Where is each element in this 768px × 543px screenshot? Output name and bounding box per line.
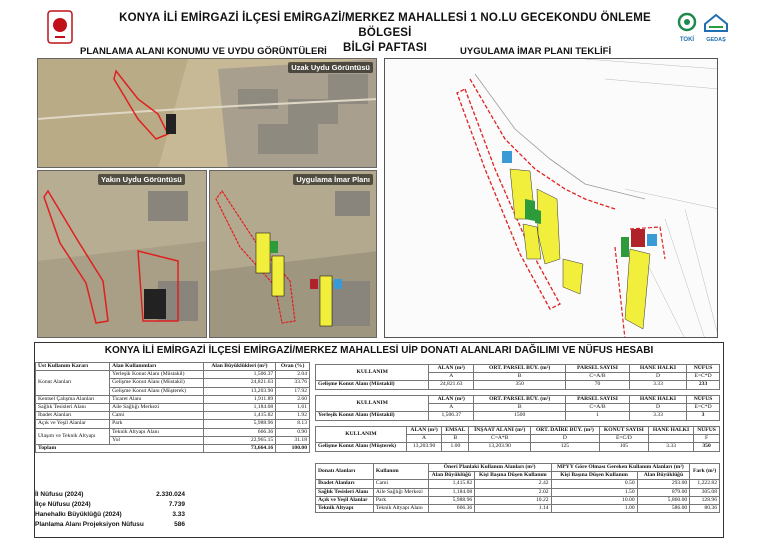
stat-row: İlçe Nüfusu (2024) 7.739 <box>35 501 185 508</box>
table-row: Teknik Altyapı Teknik Altyapı Alanı 666.36 1.14 1.00 586.00 80.36 <box>316 505 720 513</box>
table-row: Sağlık Tesisleri Alanı Aile Sağlığı Merkezi 1,184.08 2.02 1.50 879.00 305.08 <box>316 488 720 496</box>
gedas-label: GEDAŞ <box>706 37 726 43</box>
far-satellite-map <box>37 58 377 168</box>
bottom-title: KONYA İLİ EMİRGAZİ İLÇESİ EMİRGAZİ/MERKEZ MAHALLESİ UİP DONATI ALANLARI DAĞILIMI VE NÜFUS HESABI <box>104 345 654 356</box>
table-row: Açık ve Yeşil Alanlar Park 5,988.96 10.22 10.00 5,860.00 128.96 <box>316 496 720 504</box>
ministry-seal-icon <box>47 10 73 44</box>
page-title: KONYA İLİ EMİRGAZİ İLÇESİ EMİRGAZİ/MERKEZ MAHALLESİ 1 NO.LU GECEKONDU ÖNLEME BÖLGESİ BİLGİ PAFTASI <box>119 12 651 54</box>
stat-row: İl Nüfusu (2024) 2.330.024 <box>35 491 185 498</box>
table-row: İbadet Alanları Cami 1,415.82 2.42 0.50 293.00 1,222.82 <box>316 480 720 488</box>
table-musterek: KULLANIM ALAN (m²) EMSAL İNŞAAT ALANI (m²) ORT. DAİRE BÜY. (m²) KONUT SAYISI HANE HALKI NÜFUS A B C=A*B D E=C/D F Gelişme Konut Alanı (Müşterek) 13,203.90 1.00 13,203.90 125 105 3.33 350 <box>315 426 720 452</box>
population-stats <box>35 490 185 530</box>
left-section-title: PLANLAMA ALANI KONUMU VE UYDU GÖRÜNTÜLERİ <box>80 46 327 57</box>
near-satellite-map <box>37 170 207 338</box>
plan-map-label: Uygulama İmar Planı <box>293 174 373 185</box>
zoning-plan-drawing <box>384 58 718 338</box>
toki-label: TOKİ <box>679 37 695 43</box>
table-mustakil-yerlesik: KULLANIM ALAN (m²) ORT. PARSEL BÜY. (m²) PARSEL SAYISI HANE HALKI NÜFUS A B C=A/B D E=C*D Yerleşik Konut Alanı (Müstakil) 1,506.37 1500 1 3.33 3 <box>315 395 720 421</box>
gedas-logo <box>702 12 730 42</box>
stat-row: Planlama Alanı Projeksiyon Nüfusu 586 <box>35 521 185 528</box>
toki-logo <box>676 12 698 42</box>
right-section-title: UYGULAMA İMAR PLANI TEKLİFİ <box>460 46 612 57</box>
plan-overlay-map <box>209 170 377 338</box>
table-mustakil-gelisme: KULLANIM ALAN (m²) ORT. PARSEL BÜY. (m²) PARSEL SAYISI HANE HALKI NÜFUS A B C=A/B D E=C*D Gelişme Konut Alanı (Müstakil) 24,821.63 350 70 3.33 233 <box>315 364 720 390</box>
landuse-table: Üst Kullanım Kararı Alan Kullanımları Alan Büyüklükleri (m²) Oran (%) Konut Alanları Yerleşik Konut Alanı (Müstakil) 1,506.37 2.04 Gelişme Konut Alanı (Müstakil) 24,821.63 33.76 Gelişme Konut Alanı (Müşterek) 13,203.90 17.92 Kentsel Çalışma Alanları Ticaret Alanı 1,911.89 2.60 Sağlık Tesisleri Alanı Aile Sağlığı Merkezi 1,184.08 1.61 İbadet Alanları Cami 1,415.82 1.92 Açık ve Yeşil Alanlar Park 5,988.96 8.13 Ulaşım ve Teknik Altyapı Teknik Altyapı Alanı 666.36 0.90 Yol 22,965.15 31.18 Toplam 73,664.16 100.00 <box>35 362 310 453</box>
table-donati: Donatı Alanları Kullanım Öneri Planlaki Kullanım Alanları (m²) MPYY Göre Olması Gereken Kullanım Alanları (m²) Fark (m²) Alan Büyüklüğü Kişi Başına Düşen Kullanım Kişi Başına Düşen Kullanım Alan Büyüklüğü İbadet Alanları Cami 1,415.82 2.42 0.50 293.00 1,222.82 Sağlık Tesisleri Alanı Aile Sağlığı Merkezi 1,184.08 2.02 1.50 879.00 305.08 Açık ve Yeşil Alanlar Park 5,988.96 10.22 10.00 5,860.00 128.96 Teknik Altyapı Teknik Altyapı Alanı 666.36 1.14 1.00 586.00 80.36 <box>315 463 720 513</box>
near-map-label: Yakın Uydu Görüntüsü <box>98 174 185 185</box>
far-map-label: Uzak Uydu Görüntüsü <box>288 62 373 73</box>
stat-row: Hanehalkı Büyüklüğü (2024) 3.33 <box>35 511 185 518</box>
